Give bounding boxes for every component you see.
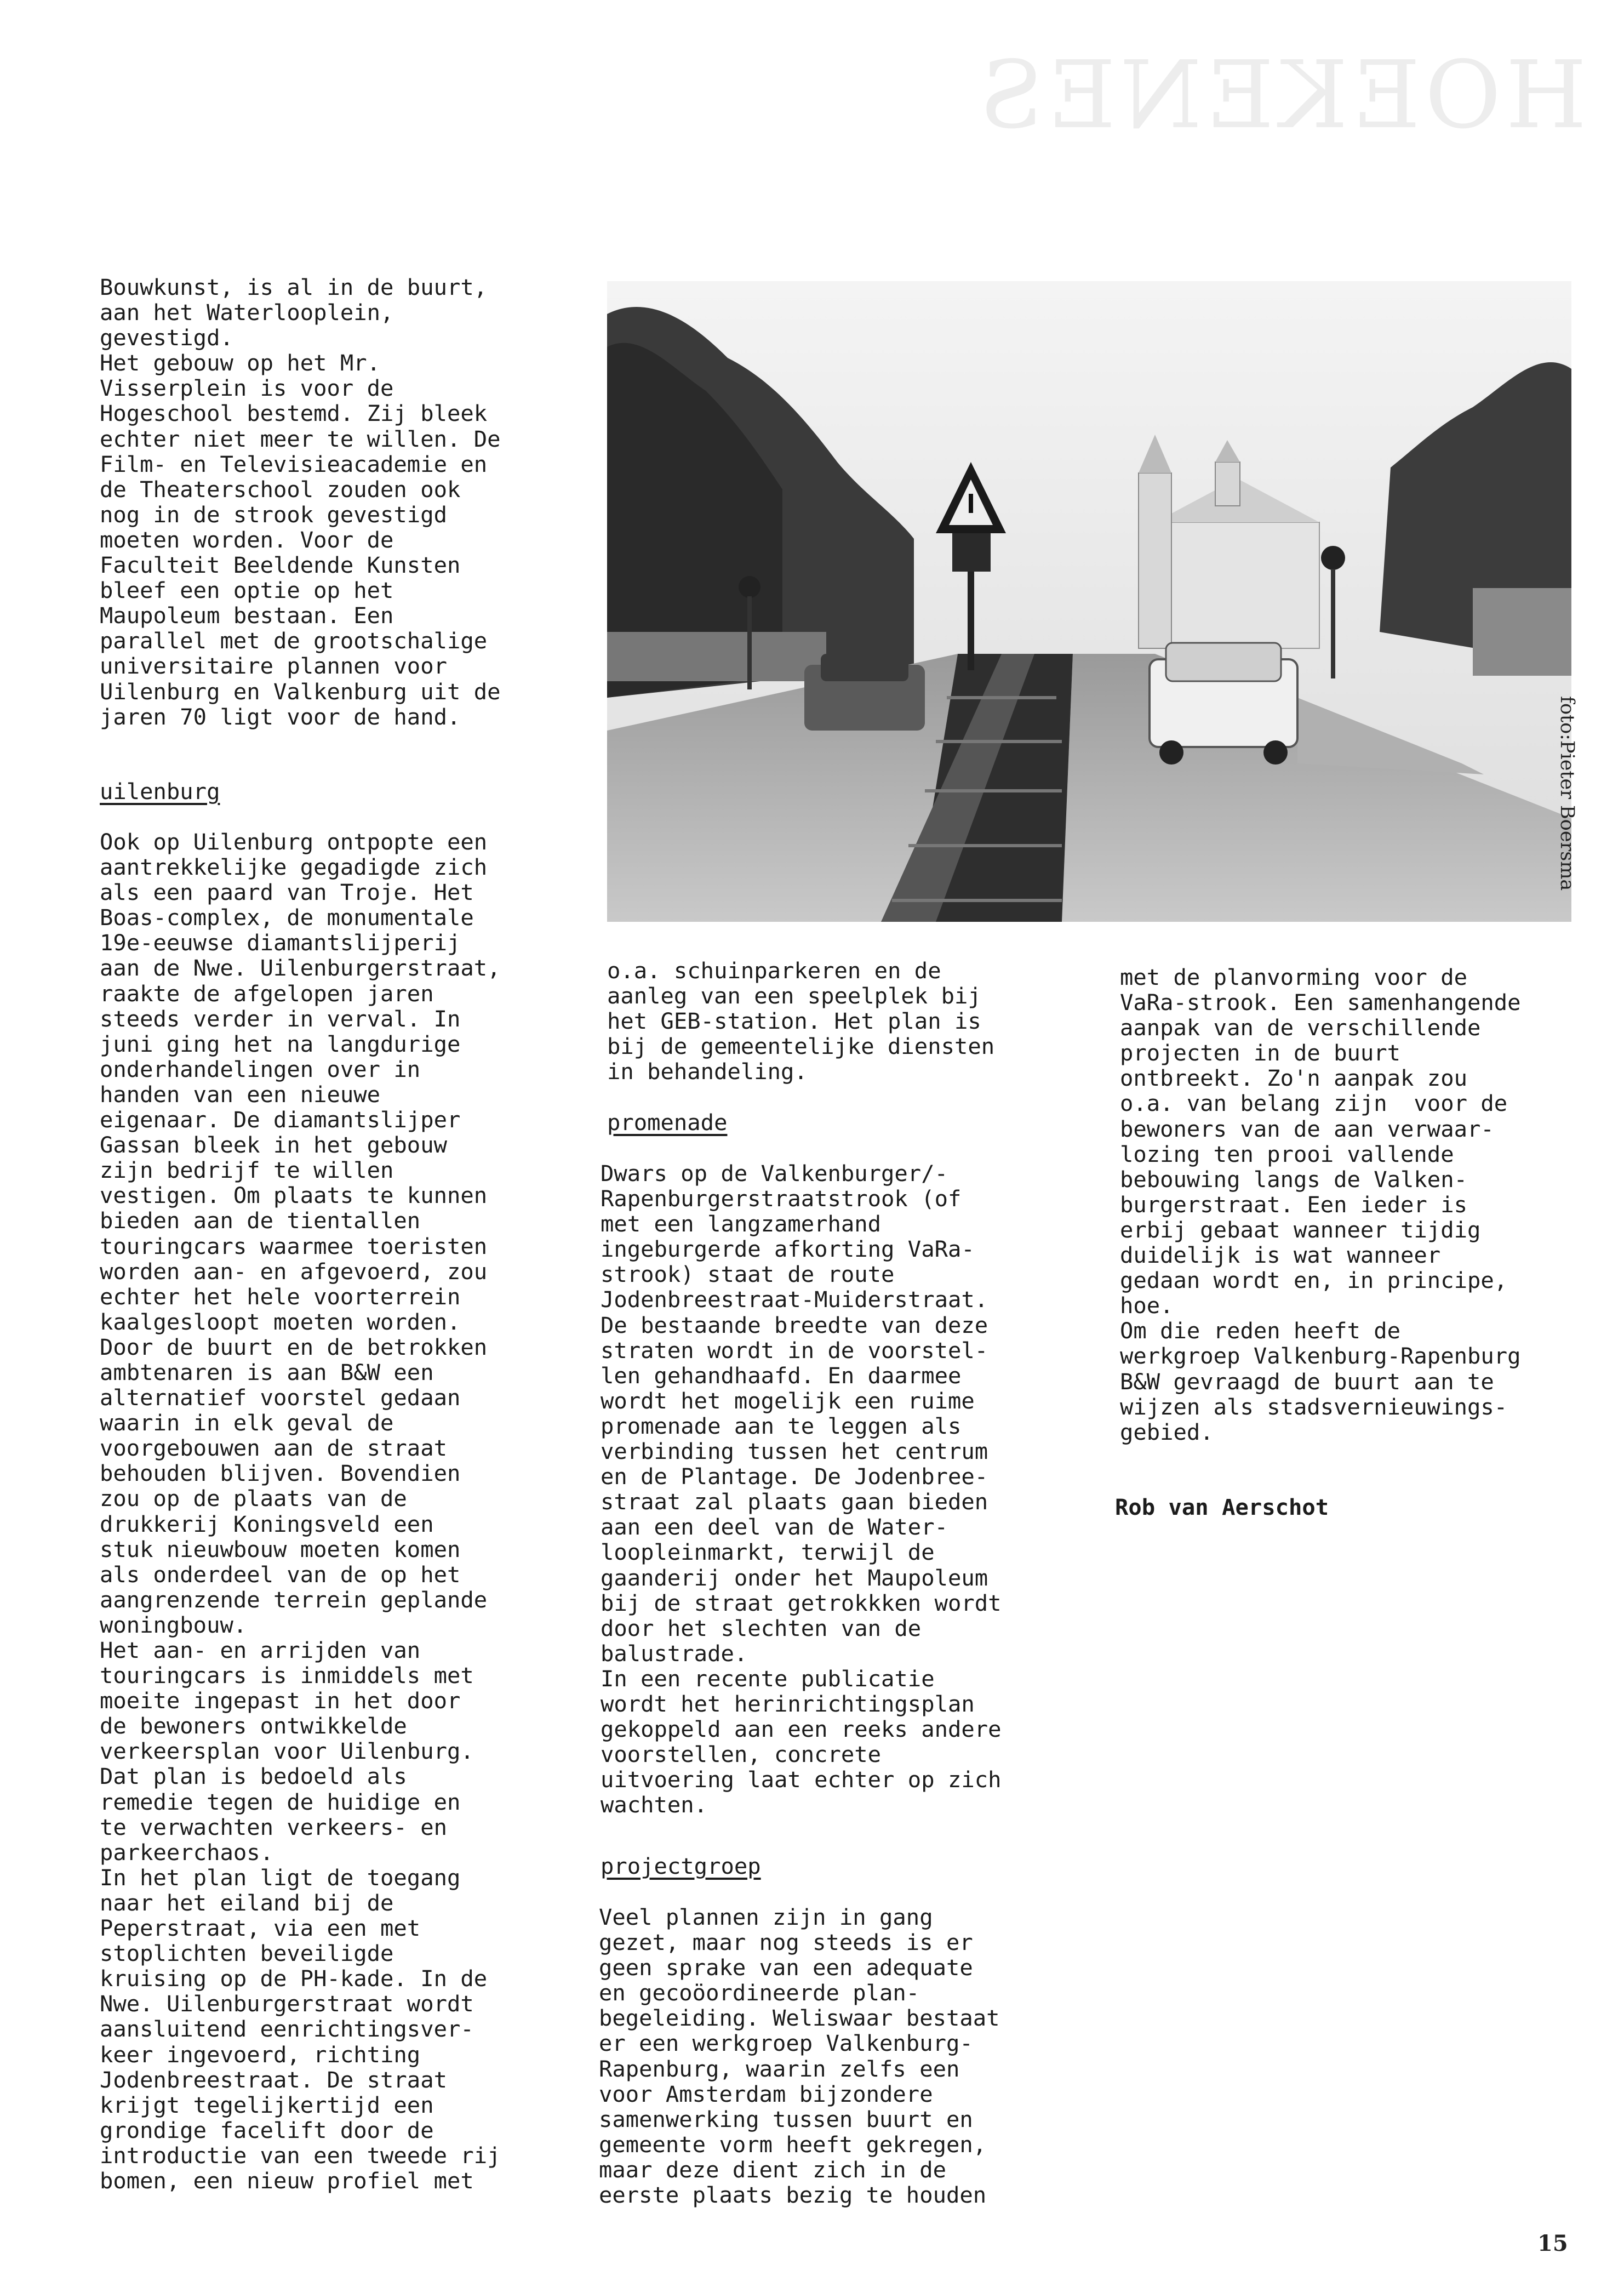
text-line: aanpak van de verschillende [1120,1014,1481,1041]
text-line: moeite ingepast in het door [100,1687,461,1714]
text-line: eigenaar. De diamantslijper [100,1107,461,1133]
text-line: worden aan- en afgevoerd, zou [100,1258,488,1285]
text-line: vestigen. Om plaats te kunnen [100,1182,488,1209]
photo-credit: foto:Pieter Boersma [1556,696,1578,891]
text-line: projecten in de buurt [1120,1040,1401,1066]
street-photo [607,281,1571,922]
text-line: Hogeschool bestemd. Zij bleek [100,400,488,427]
text-line: geen sprake van een adequate [599,1954,973,1981]
text-line: het GEB-station. Het plan is [607,1008,981,1035]
text-line: jaren 70 ligt voor de hand. [100,703,461,730]
text-line: gebied. [1120,1418,1214,1445]
text-line: werkgroep Valkenburg-Rapenburg [1120,1343,1521,1370]
text-line: Het gebouw op het Mr. [100,350,381,377]
text-line: balustrade. [601,1640,748,1667]
text-line: met een langzamerhand [601,1211,882,1237]
text-line: naar het eiland bij de [100,1889,394,1916]
page-number: 15 [1537,2231,1568,2256]
text-line: Rapenburgerstraatstrook (of [601,1185,962,1212]
text-line: o.a. schuinparkeren en de [607,957,941,984]
text-line: voorstellen, concrete [601,1741,882,1768]
text-line: Jodenbreestraat. De straat [100,2066,447,2093]
text-line: Dwars op de Valkenburger/- [601,1160,948,1187]
text-line: erbij gebaat wanneer tijdig [1120,1216,1481,1243]
text-line: gezet, maar nog steeds is er [599,1929,973,1956]
text-line: remedie tegen de huidige en [100,1788,461,1815]
text-line: Boas-complex, de monumentale [100,904,474,931]
text-line: de Theaterschool zouden ook [100,476,461,503]
text-line: gevestigd. [100,324,233,351]
text-line: wachten. [601,1792,708,1818]
text-line: straten wordt in de voorstel- [601,1337,988,1364]
text-line: als onderdeel van de op het [100,1561,461,1588]
text-line: verbinding tussen het centrum [601,1438,988,1465]
text-line: duidelijk is wat wanneer [1120,1242,1441,1269]
text-line: In het plan ligt de toegang [100,1864,461,1891]
text-line: 19e-eeuwse diamantslijperij [100,929,461,956]
text-line: aanleg van een speelplek bij [607,983,981,1010]
text-line: keer ingevoerd, richting [100,2041,421,2068]
text-line: uitvoering laat echter op zich [601,1766,1002,1793]
text-line: onderhandelingen over in [100,1056,421,1082]
text-line: drukkerij Koningsveld een [100,1510,434,1537]
text-line: begeleiding. Weliswaar bestaat [599,2005,1000,2032]
text-line: bebouwing langs de Valken- [1120,1166,1467,1193]
text-line: echter het hele voorterrein [100,1283,461,1310]
text-line: Bouwkunst, is al in de buurt, [100,274,488,300]
column3-body [1120,965,1521,1445]
text-line: VaRa-strook. Een samenhangende [1120,989,1521,1016]
text-line: eerste plaats bezig te houden [599,2182,987,2209]
text-line: Visserplein is voor de [100,375,394,402]
text-line: Gassan bleek in het gebouw [100,1132,447,1159]
text-line: alternatief voorstel gedaan [100,1384,461,1411]
author-byline: Rob van Aerschot [1115,1494,1329,1520]
text-line: len gehandhaafd. En daarmee [601,1362,962,1389]
text-line: wordt het mogelijk een ruime [601,1387,975,1414]
text-line: met de planvorming voor de [1120,964,1467,990]
text-line: steeds verder in verval. In [100,1005,461,1032]
text-line: touringcars is inmiddels met [100,1662,474,1689]
bleed-through-text: HOEKENES [975,41,1587,150]
column2-intro [607,958,994,1084]
text-line: gaanderij onder het Maupoleum [601,1564,988,1591]
text-line: bomen, een nieuw profiel met [100,2167,474,2194]
text-line: voorgebouwen aan de straat [100,1435,447,1462]
text-line: Film- en Televisieacademie en [100,450,488,477]
text-line: parallel met de grootschalige [100,628,488,654]
text-line: verkeersplan voor Uilenburg. [100,1738,474,1765]
text-line: Jodenbreestraat-Muiderstraat. [601,1286,988,1313]
text-line: hoe. [1120,1292,1174,1319]
text-line: Het aan- en arrijden van [100,1637,421,1663]
text-line: De bestaande breedte van deze [601,1311,988,1338]
text-line: maar deze dient zich in de [599,2156,946,2183]
text-line: parkeerchaos. [100,1839,273,1866]
text-line: strook) staat de route [601,1261,895,1288]
text-line: handen van een nieuwe [100,1081,381,1108]
text-line: en gecoöordineerde plan- [599,1980,920,2006]
text-line: bieden aan de tientallen [100,1207,421,1234]
column2-projectgroep [599,1904,1000,2208]
text-line: als een paard van Troje. Het [100,879,474,906]
text-line: behouden blijven. Bovendien [100,1460,461,1487]
text-line: touringcars waarmee toeristen [100,1233,488,1259]
text-line: Faculteit Beeldende Kunsten [100,552,461,579]
text-line: wordt het herinrichtingsplan [601,1690,975,1717]
text-line: door het slechten van de [601,1615,922,1641]
text-line: bewoners van de aan verwaar- [1120,1115,1494,1142]
text-line: er een werkgroep Valkenburg- [599,2030,973,2057]
text-line: burgerstraat. Een ieder is [1120,1191,1467,1218]
text-line: gemeente vorm heeft gekregen, [599,2131,987,2158]
text-line: aan de Nwe. Uilenburgerstraat, [100,955,501,982]
text-line: o.a. van belang zijn voor de [1120,1090,1508,1117]
text-line: moeten worden. Voor de [100,526,394,553]
text-line: grondige facelift door de [100,2117,434,2143]
text-line: Maupoleum bestaan. Een [100,602,394,629]
text-line: stuk nieuwbouw moeten komen [100,1536,461,1562]
text-line: Dat plan is bedoeld als [100,1763,407,1790]
text-line: Ook op Uilenburg ontpopte een [100,829,488,855]
text-line: voor Amsterdam bijzondere [599,2080,933,2107]
text-line: Nwe. Uilenburgerstraat wordt [100,1991,474,2017]
text-line: woningbouw. [100,1611,247,1638]
text-line: gedaan wordt en, in principe, [1120,1267,1508,1294]
text-line: aansluitend eenrichtingsver- [100,2016,474,2043]
column2-promenade [601,1161,1002,1817]
text-line: wijzen als stadsvernieuwings- [1120,1393,1508,1420]
text-line: juni ging het na langdurige [100,1030,461,1057]
text-line: samenwerking tussen buurt en [599,2106,973,2132]
text-line: nog in de strook gevestigd [100,501,447,528]
text-line: stoplichten beveiligde [100,1940,394,1967]
text-line: raakte de afgelopen jaren [100,980,434,1007]
text-line: bij de straat getrokkken wordt [601,1589,1002,1616]
text-line: kaalgesloopt moeten worden. [100,1308,461,1335]
text-line: Peperstraat, via een met [100,1915,421,1942]
text-line: in behandeling. [607,1058,808,1085]
heading-uilenburg: uilenburg [100,778,220,805]
text-line: straat zal plaats gaan bieden [601,1488,988,1515]
text-line: loopleinmarkt, terwijl de [601,1539,935,1566]
text-line: aangrenzende terrein geplande [100,1586,488,1613]
text-line: aan een deel van de Water- [601,1514,948,1541]
text-line: universitaire plannen voor [100,653,447,680]
column1-body [100,829,501,2193]
text-line: krijgt tegelijkertijd een [100,2091,434,2118]
text-line: de bewoners ontwikkelde [100,1713,407,1740]
text-line: echter niet meer te willen. De [100,425,501,452]
text-line: promenade aan te leggen als [601,1412,962,1439]
text-line: introductie van een tweede rij [100,2142,501,2169]
text-line: te verwachten verkeers- en [100,1813,447,1840]
text-line: Uilenburg en Valkenburg uit de [100,678,501,705]
text-line: ingeburgerde afkorting VaRa- [601,1236,975,1263]
text-line: Door de buurt en de betrokken [100,1333,488,1360]
text-line: zijn bedrijf te willen [100,1157,394,1184]
text-line: bij de gemeentelijke diensten [607,1033,995,1060]
heading-projectgroep: projectgroep [601,1853,761,1879]
column1-intro [100,275,501,729]
text-line: Rapenburg, waarin zelfs een [599,2055,960,2082]
text-line: aan het Waterlooplein, [100,299,394,326]
text-line: B&W gevraagd de buurt aan te [1120,1368,1494,1395]
text-line: aantrekkelijke gegadigde zich [100,854,488,881]
text-line: kruising op de PH-kade. In de [100,1965,488,1992]
text-line: ambtenaren is aan B&W een [100,1359,434,1385]
text-line: en de Plantage. De Jodenbree- [601,1463,988,1490]
text-line: lozing ten prooi vallende [1120,1140,1454,1167]
text-line: ontbreekt. Zo'n aanpak zou [1120,1065,1467,1092]
text-line: waarin in elk geval de [100,1410,394,1436]
text-line: zou op de plaats van de [100,1485,407,1512]
text-line: In een recente publicatie [601,1665,935,1692]
text-line: bleef een optie op het [100,577,394,604]
text-line: Veel plannen zijn in gang [599,1904,933,1930]
text-line: gekoppeld aan een reeks andere [601,1716,1002,1743]
text-line: Om die reden heeft de [1120,1318,1401,1344]
heading-promenade: promenade [607,1109,728,1136]
